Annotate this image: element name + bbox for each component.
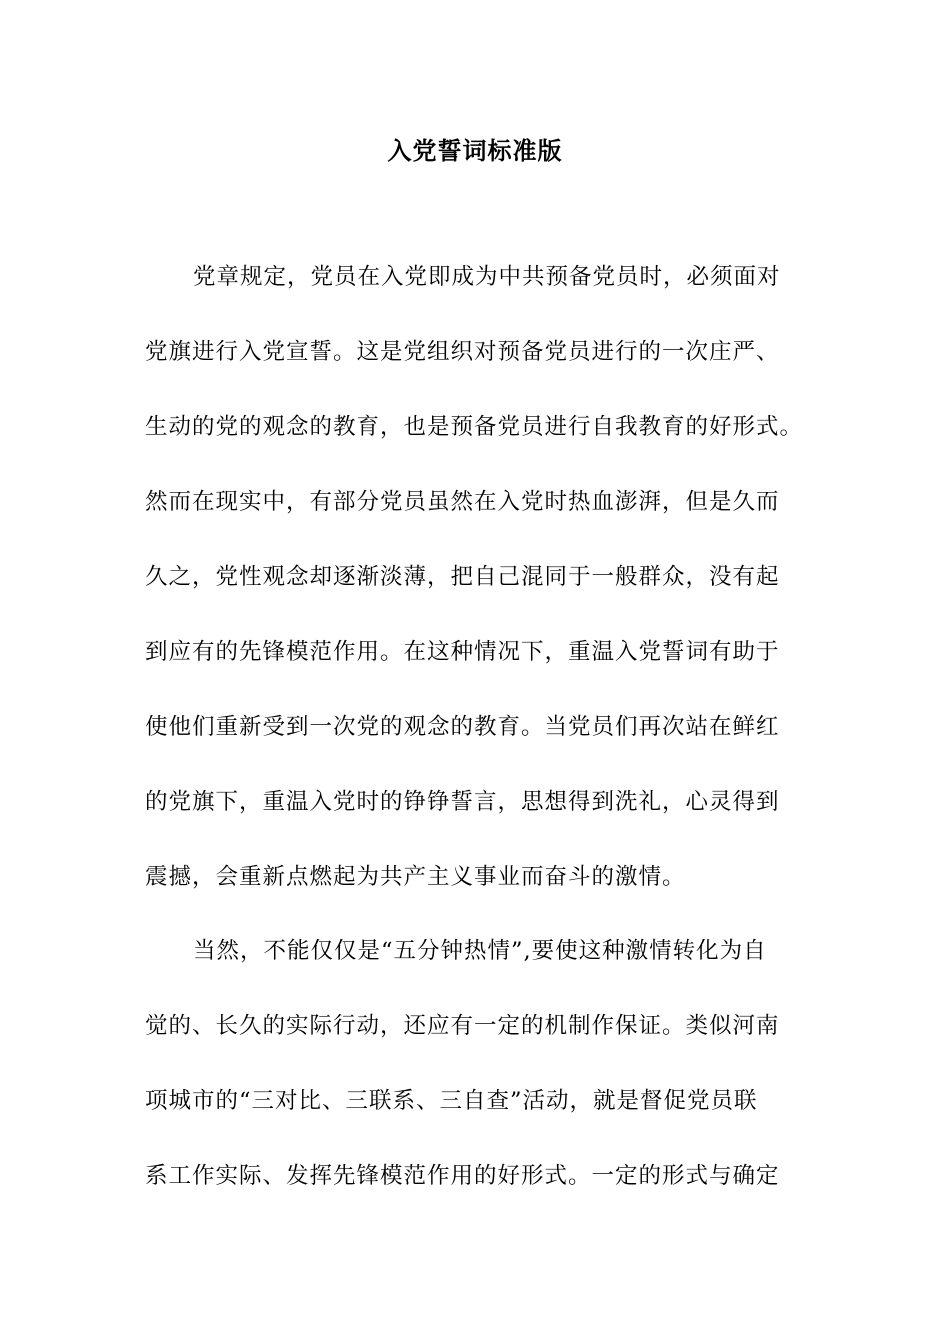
paragraph-line: 使他们重新受到一次党的观念的教育。当党员们再次站在鲜红 <box>145 714 780 740</box>
paragraph-line: 党章规定，党员在入党即成为中共预备党员时，必须面对 <box>193 264 781 290</box>
paragraph-line: 久之，党性观念却逐渐淡薄，把自己混同于一般群众，没有起 <box>145 564 780 590</box>
paragraph-line: 项城市的“三对比、三联系、三自查”活动，就是督促党员联 <box>145 1088 758 1114</box>
paragraph-line: 震撼，会重新点燃起为共产主义事业而奋斗的激情。 <box>145 864 686 890</box>
paragraph-line: 生动的党的观念的教育，也是预备党员进行自我教育的好形式。 <box>145 414 804 440</box>
paragraph-line: 系工作实际、发挥先锋模范作用的好形式。一定的形式与确定 <box>145 1163 780 1189</box>
paragraph-line: 觉的、长久的实际行动，还应有一定的机制作保证。类似河南 <box>145 1013 780 1039</box>
paragraph-line: 到应有的先锋模范作用。在这种情况下，重温入党誓词有助于 <box>145 639 780 665</box>
document-title: 入党誓词标准版 <box>387 136 563 165</box>
paragraph-line: 党旗进行入党宣誓。这是党组织对预备党员进行的一次庄严、 <box>145 339 780 365</box>
paragraph-line: 当然，不能仅仅是“五分钟热情”,要使这种激情转化为自 <box>193 938 767 964</box>
paragraph-line: 的党旗下，重温入党时的铮铮誓言，思想得到洗礼，心灵得到 <box>145 789 780 815</box>
paragraph-line: 然而在现实中，有部分党员虽然在入党时热血澎湃，但是久而 <box>145 489 780 515</box>
